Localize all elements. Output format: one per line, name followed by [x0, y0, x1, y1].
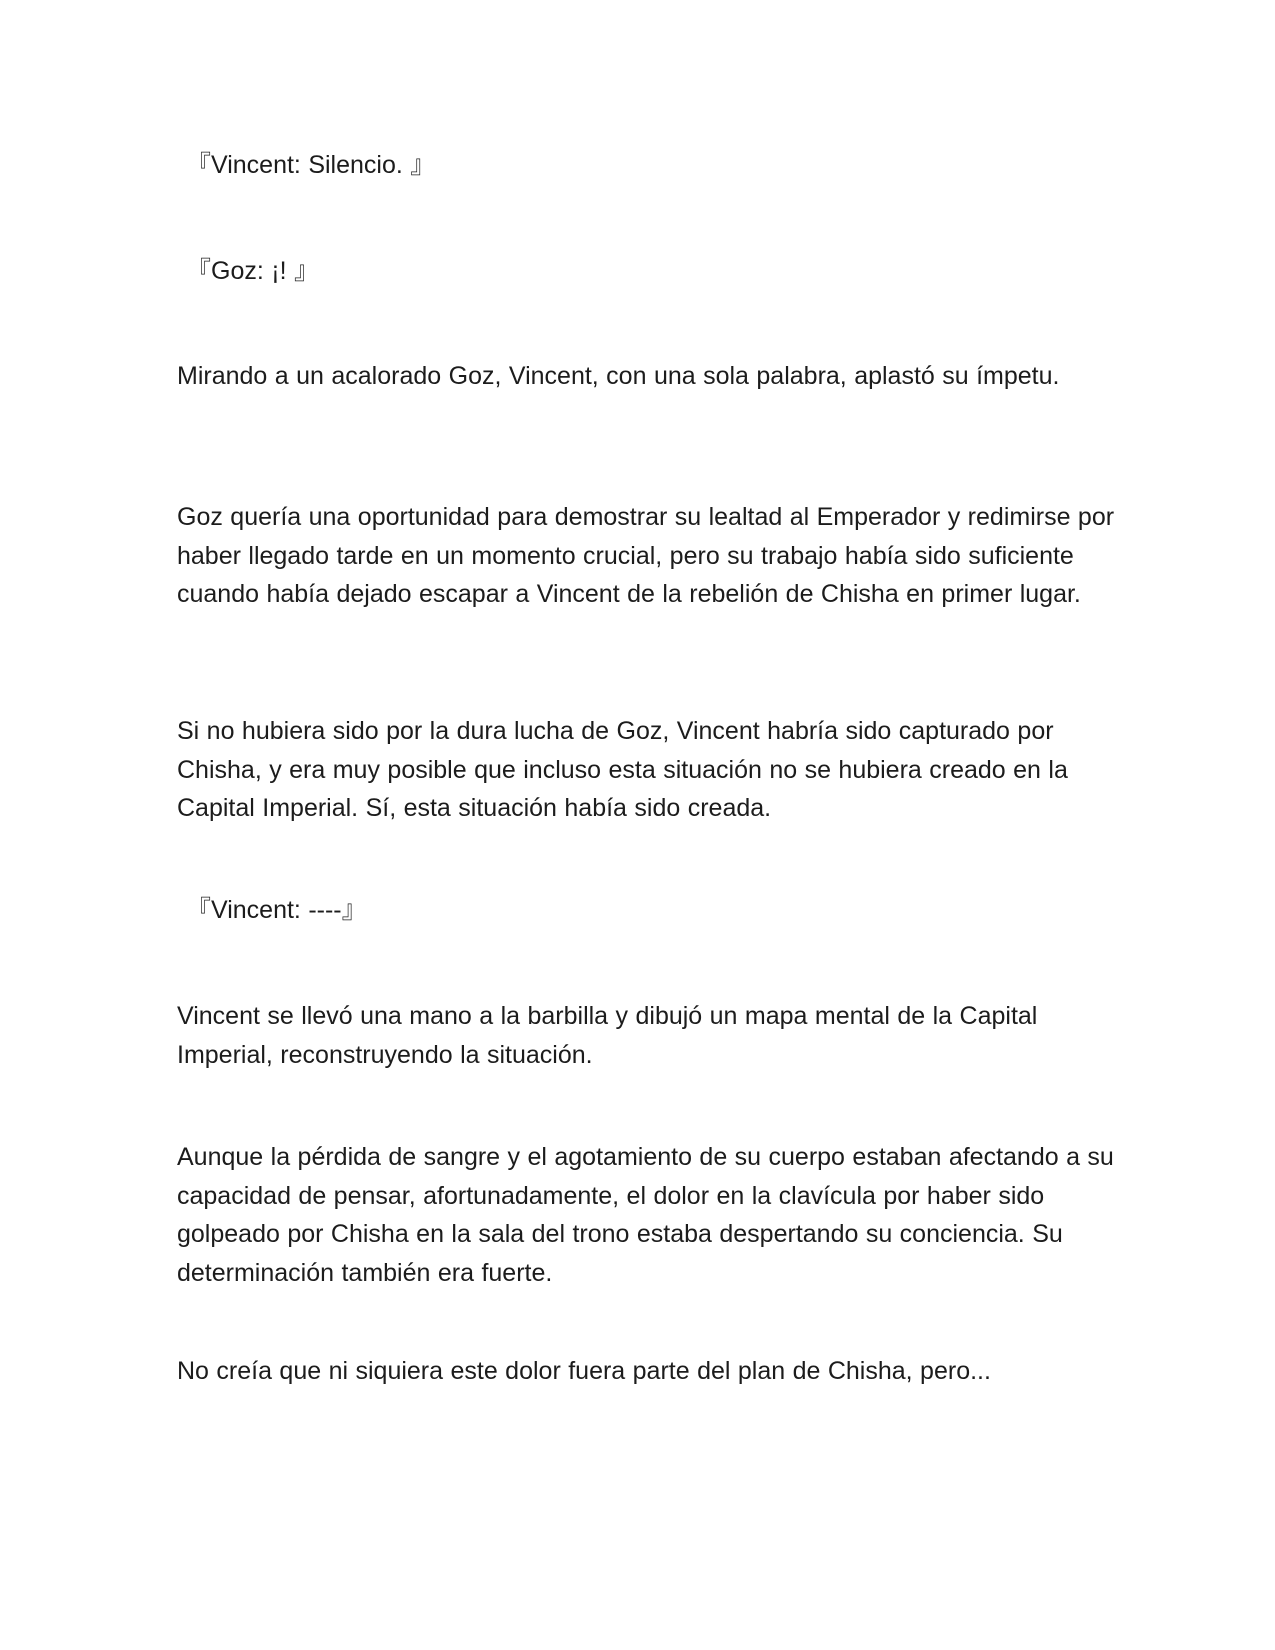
dialogue-line-goz: 『Goz: ¡! 』: [186, 257, 319, 285]
paragraph: Si no hubiera sido por la dura lucha de Goz, Vincent habría sido capturado por Chisha, y era muy posible que incluso esta situación no se hubiera creado en la Capital Imperial. Sí, esta situación había sido creada.: [177, 717, 1076, 822]
paragraph: Mirando a un acalorado Goz, Vincent, con una sola palabra, aplastó su ímpetu.: [177, 362, 1060, 390]
paragraph: Goz quería una oportunidad para demostrar su lealtad al Emperador y redimirse por haber llegado tarde en un momento crucial, pero su trabajo había sido suficiente cuando había dejado escapar a Vincent de la rebelión de Chisha en primer lugar.: [177, 503, 1122, 608]
dialogue-line-vincent: 『Vincent: ----』: [186, 896, 367, 924]
dialogue-line-vincent-silencio: 『Vincent: Silencio. 』: [186, 151, 436, 179]
paragraph: No creía que ni siquiera este dolor fuera parte del plan de Chisha, pero...: [177, 1357, 991, 1385]
paragraph: Aunque la pérdida de sangre y el agotamiento de su cuerpo estaban afectando a su capacidad de pensar, afortunadamente, el dolor en la clavícula por haber sido golpeado por Chisha en la sala del trono estaba despertando su conciencia. Su determinación también era fuerte.: [177, 1143, 1122, 1287]
paragraph: Vincent se llevó una mano a la barbilla y dibujó un mapa mental de la Capital Imperial, reconstruyendo la situación.: [177, 1002, 1045, 1069]
